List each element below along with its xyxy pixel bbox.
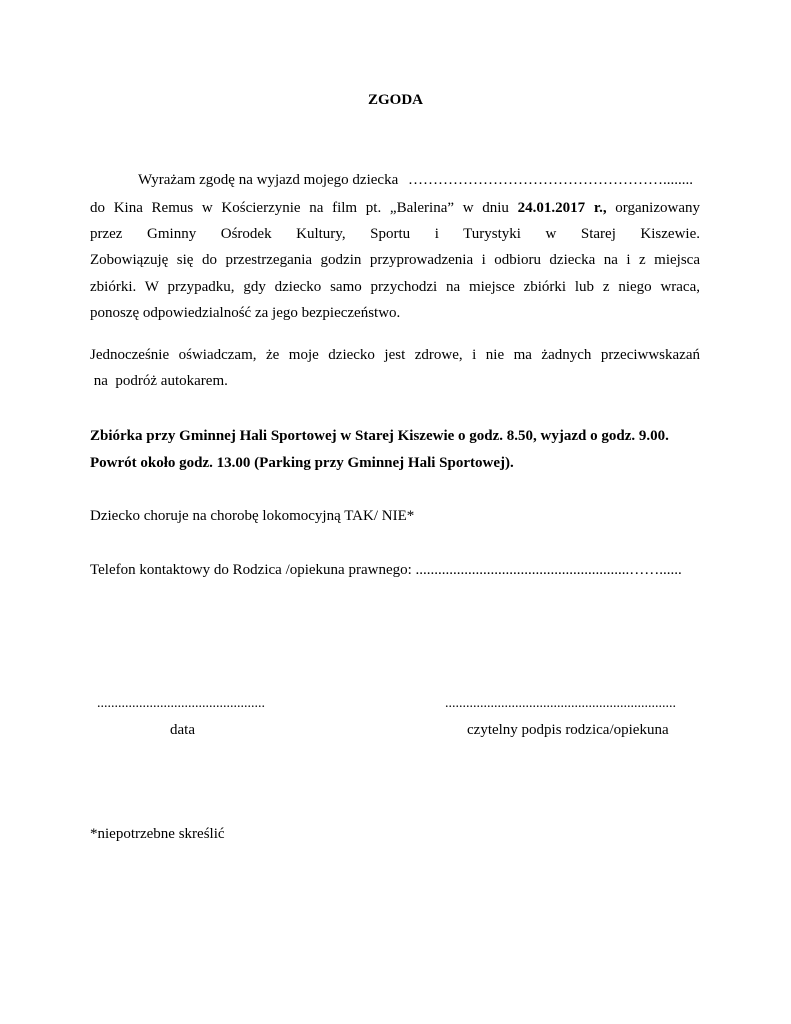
phone-line	[90, 562, 700, 579]
document-title: ZGODA	[367, 92, 423, 108]
organizer-intro: organizowany	[606, 200, 701, 216]
consent-text: Wyrażam zgodę na wyjazd mojego dziecka	[138, 172, 399, 188]
consent-line-2	[90, 200, 700, 217]
cinema-text: do Kina Remus w Kościerzynie na film pt. „Balerina” w dniu	[90, 200, 518, 216]
health-statement-line-1: Jednocześnie oświadczam, że moje dziecko jest zdrowe, i nie ma żadnych przeciwwskazań	[90, 347, 700, 363]
health-statement-line-2: na podróż autokarem.	[90, 373, 228, 389]
phone-field-dots: .........................................................……......	[415, 562, 682, 578]
footnote: *niepotrzebne skreślić	[90, 826, 225, 842]
event-date: 24.01.2017 r.,	[517, 200, 607, 216]
signature-field-dots: ..................................................................	[445, 696, 676, 711]
meeting-info-line-2: Powrót około godz. 13.00 (Parking przy Gminnej Hali Sportowej).	[90, 455, 514, 471]
child-name-dots: ……………………………………………........	[407, 172, 693, 188]
motion-sickness-question: Dziecko choruje na chorobę lokomocyjną TAK/ NIE*	[90, 508, 415, 524]
consent-line-1	[138, 172, 693, 189]
consent-line-6: ponoszę odpowiedzialność za jego bezpieczeństwo.	[90, 305, 401, 321]
consent-line-3: przez Gminny Ośrodek Kultury, Sportu i Turystyki w Starej Kiszewie.	[90, 226, 700, 242]
meeting-info-line-1: Zbiórka przy Gminnej Hali Sportowej w Starej Kiszewie o godz. 8.50, wyjazd o godz. 9.00.	[90, 428, 669, 444]
consent-line-4: Zobowiązuję się do przestrzegania godzin przyprowadzenia i odbioru dziecka na i z miejsca	[90, 252, 700, 268]
consent-line-5: zbiórki. W przypadku, gdy dziecko samo przychodzi na miejsce zbiórki lub z niego wraca,	[90, 279, 700, 295]
phone-label: Telefon kontaktowy do Rodzica /opiekuna prawnego:	[90, 562, 416, 578]
date-field-dots: ................................................	[97, 696, 265, 711]
signature-label: czytelny podpis rodzica/opiekuna	[467, 722, 669, 738]
date-label: data	[170, 722, 195, 738]
